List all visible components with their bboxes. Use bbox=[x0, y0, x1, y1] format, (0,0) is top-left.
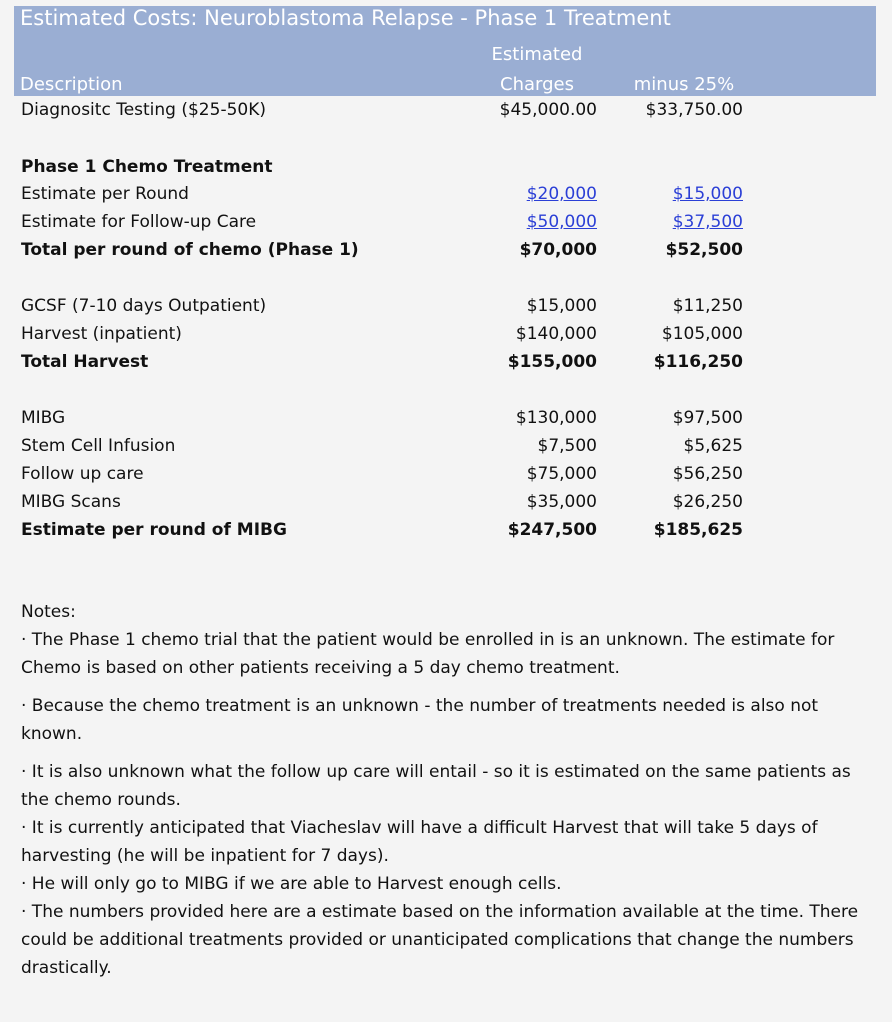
notes-heading: Notes: bbox=[21, 602, 76, 622]
estimated-charge: $75,000 bbox=[526, 464, 597, 484]
discounted-charge: $185,625 bbox=[653, 520, 743, 540]
page-title: Estimated Costs: Neuroblastoma Relapse - Phase 1 Treatment bbox=[20, 6, 671, 30]
note-item: · Because the chemo treatment is an unknown - the number of treatments needed is also not known. bbox=[21, 696, 819, 744]
column-header-charges: Charges bbox=[500, 74, 574, 95]
estimated-charge: $140,000 bbox=[515, 324, 597, 344]
table-row bbox=[21, 293, 751, 319]
row-description: Estimate per Round bbox=[21, 184, 189, 204]
estimated-charge-link[interactable]: $50,000 bbox=[526, 212, 597, 232]
note-item: · It is currently anticipated that Viacheslav will have a difficult Harvest that will take 5 days of harvesting (he will be inpatient for 7 days). bbox=[21, 818, 818, 866]
column-header-minus-25: minus 25% bbox=[633, 74, 735, 95]
discounted-charge: $11,250 bbox=[672, 296, 743, 316]
table-header bbox=[14, 6, 876, 96]
table-row bbox=[21, 321, 751, 347]
discounted-charge: $26,250 bbox=[672, 492, 743, 512]
row-description: Estimate for Follow-up Care bbox=[21, 212, 257, 232]
total-row bbox=[21, 237, 751, 263]
column-header-estimated: Estimated bbox=[491, 44, 583, 65]
column-header-description: Description bbox=[20, 74, 123, 95]
table-row bbox=[21, 489, 751, 515]
row-description: Follow up care bbox=[21, 464, 144, 484]
note-item: · The numbers provided here are a estimate based on the information available at the time. There could be additional treatments provided or unanticipated complications that change the numbers drastically. bbox=[21, 902, 859, 978]
row-description: Estimate per round of MIBG bbox=[21, 520, 287, 540]
table-row bbox=[21, 461, 751, 487]
estimated-charge: $247,500 bbox=[507, 520, 597, 540]
row-description: MIBG bbox=[21, 408, 66, 428]
estimated-charge: $130,000 bbox=[515, 408, 597, 428]
discounted-charge: $116,250 bbox=[653, 352, 743, 372]
estimated-charge: $45,000.00 bbox=[499, 100, 597, 120]
estimated-charge: $35,000 bbox=[526, 492, 597, 512]
discounted-charge: $33,750.00 bbox=[645, 100, 743, 120]
row-description: Harvest (inpatient) bbox=[21, 324, 182, 344]
table-row bbox=[21, 209, 751, 235]
discounted-charge: $97,500 bbox=[672, 408, 743, 428]
row-description: Diagnositc Testing ($25-50K) bbox=[21, 100, 266, 120]
estimated-charge-link[interactable]: $20,000 bbox=[526, 184, 597, 204]
estimated-charge: $70,000 bbox=[519, 240, 597, 260]
discounted-charge-link[interactable]: $15,000 bbox=[672, 184, 743, 204]
discounted-charge: $56,250 bbox=[672, 464, 743, 484]
section-heading bbox=[21, 154, 751, 180]
row-description: GCSF (7-10 days Outpatient) bbox=[21, 296, 267, 316]
discounted-charge: $5,625 bbox=[683, 436, 743, 456]
note-item: · It is also unknown what the follow up care will entail - so it is estimated on the same patients as the chemo rounds. bbox=[21, 762, 851, 810]
table-row bbox=[21, 433, 751, 459]
notes-section bbox=[21, 598, 871, 982]
row-description: Total per round of chemo (Phase 1) bbox=[21, 240, 359, 260]
discounted-charge-link[interactable]: $37,500 bbox=[672, 212, 743, 232]
total-row bbox=[21, 517, 751, 543]
estimated-charge: $7,500 bbox=[537, 436, 597, 456]
table-row bbox=[21, 97, 751, 123]
row-description: MIBG Scans bbox=[21, 492, 121, 512]
row-description: Phase 1 Chemo Treatment bbox=[21, 157, 273, 177]
estimated-charge: $155,000 bbox=[507, 352, 597, 372]
note-item: · He will only go to MIBG if we are able to Harvest enough cells. bbox=[21, 874, 562, 894]
total-row bbox=[21, 349, 751, 375]
note-item: · The Phase 1 chemo trial that the patient would be enrolled in is an unknown. The estimate for Chemo is based on other patients receiving a 5 day chemo treatment. bbox=[21, 630, 835, 678]
estimated-charge: $15,000 bbox=[526, 296, 597, 316]
discounted-charge: $52,500 bbox=[665, 240, 743, 260]
row-description: Total Harvest bbox=[21, 352, 149, 372]
table-row bbox=[21, 181, 751, 207]
table-row bbox=[21, 405, 751, 431]
discounted-charge: $105,000 bbox=[661, 324, 743, 344]
row-description: Stem Cell Infusion bbox=[21, 436, 176, 456]
